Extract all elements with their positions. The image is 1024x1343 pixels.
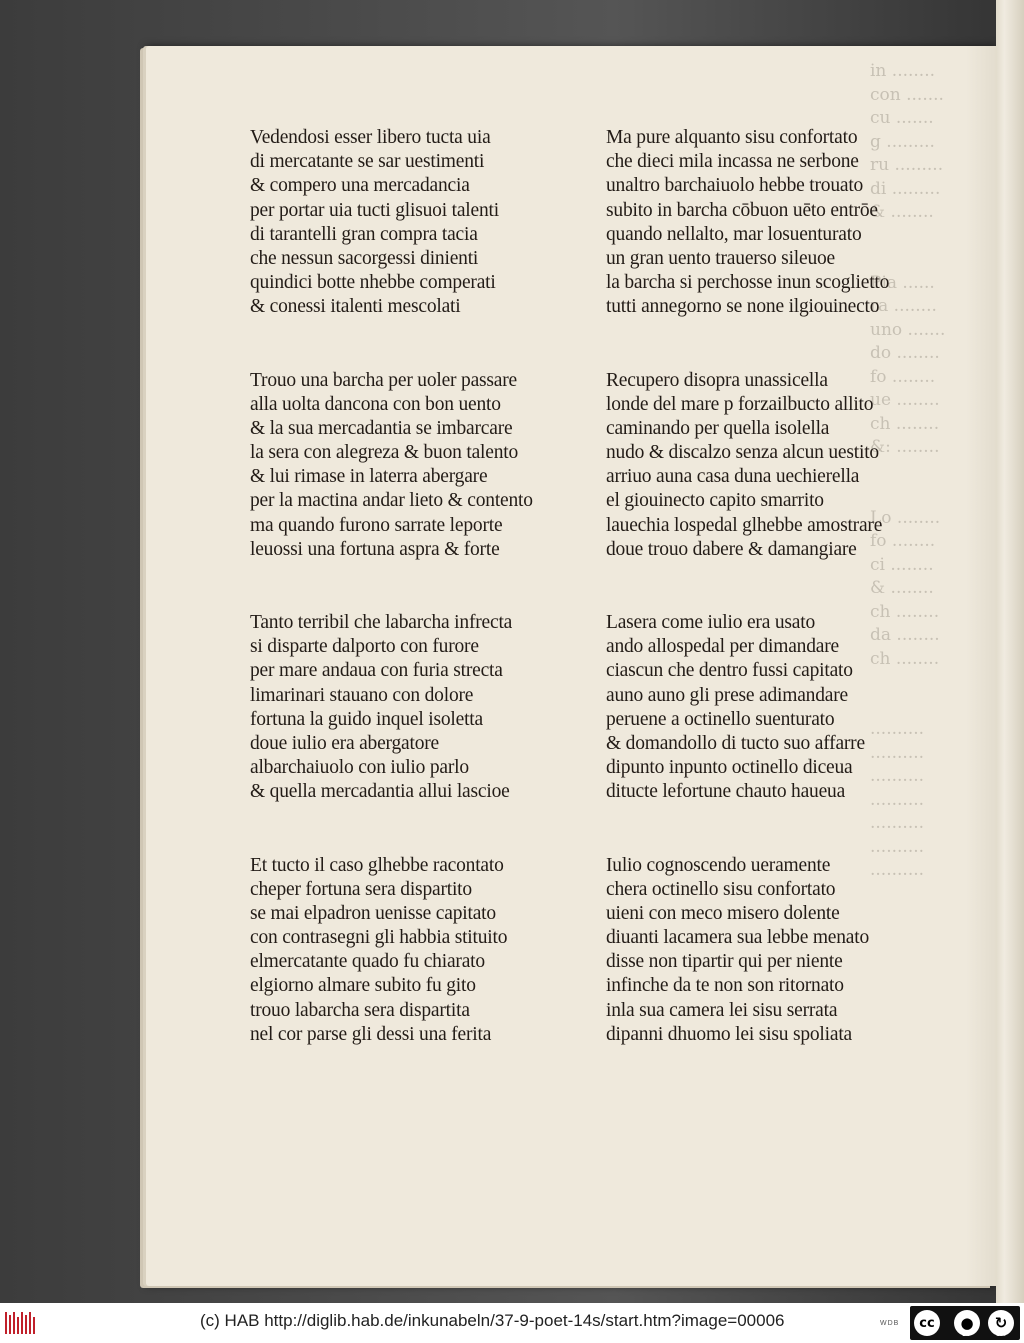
page-gutter [996, 0, 1024, 1303]
verse-line: peruene a octinello suenturato [606, 708, 835, 730]
verse-line: Ma pure alquanto sisu confortato [606, 127, 858, 148]
verse-line: ando allospedal per dimandare [606, 636, 839, 658]
verse-line: Lasera come iulio era usato [606, 612, 816, 633]
stanza [250, 611, 605, 805]
cc-icon: cc [914, 1310, 940, 1336]
verse-line: lauechia lospedal glhebbe amostrare [606, 514, 883, 536]
verse-line: con contrasegni gli habbia stituito [250, 927, 508, 949]
footer-bar [0, 1303, 1024, 1343]
verse-line: si disparte dalporto con furore [250, 636, 479, 658]
verse-line: tutti annegorno se none ilgiouinecto [606, 296, 880, 318]
verse-line: infinche da te non son ritornato [606, 975, 844, 997]
verse-line: uieni con meco misero dolente [606, 902, 840, 924]
verse-line: quindici botte nhebbe comperati [250, 272, 496, 294]
verse-line: limarinari stauano con dolore [250, 684, 474, 706]
verse-line: la sera con alegreza & buon talento [250, 442, 519, 464]
verse-line: la barcha si perchosse inun scoglietto [606, 272, 890, 294]
verse-line: inla sua camera lei sisu serrata [606, 999, 838, 1021]
verse-line: fortuna la guido inquel isoletta [250, 708, 483, 730]
verse-line: elmercatante quado fu chiarato [250, 951, 485, 973]
verse-line: Iulio cognoscendo ueramente [606, 854, 831, 876]
cc-license-badge[interactable] [910, 1306, 1020, 1340]
verse-line: alla uolta dancona con bon uento [250, 393, 501, 415]
hab-logo-icon [4, 1309, 38, 1337]
text-column-left [250, 126, 605, 1096]
verse-line: Et tucto il caso glhebbe racontato [250, 854, 504, 876]
verse-line: per mare andaua con furia strecta [250, 660, 503, 682]
verse-line: leuossi una fortuna aspra & forte [250, 538, 500, 560]
verse-line: londe del mare p forzailbucto allito [606, 393, 874, 415]
stanza [250, 126, 605, 320]
cc-sa-label: SA [996, 1330, 1006, 1338]
verse-line: & conessi italenti mescolati [250, 296, 461, 318]
stanza [606, 369, 966, 563]
verse-line: ciascun che dentro fussi capitato [606, 660, 853, 682]
verse-line: & la sua mercadantia se imbarcare [250, 417, 513, 439]
verse-line: Recupero disopra unassicella [606, 369, 828, 391]
verse-line: chera octinello sisu confortato [606, 878, 836, 900]
verse-line: che nessun sacorgessi dinienti [250, 247, 479, 269]
share-alike-icon: ↻ [988, 1310, 1014, 1336]
verse-line: Tanto terribil che labarcha infrecta [250, 612, 513, 633]
verse-line: nudo & discalzo senza alcun uestito [606, 442, 879, 464]
verse-line: nel cor parse gli dessi una ferita [250, 1023, 492, 1045]
verse-line: & compero una mercadancia [250, 175, 470, 197]
verse-line: & lui rimase in laterra abergare [250, 466, 488, 488]
verse-line: auno auno gli prese adimandare [606, 684, 848, 706]
verse-line: quando nellalto, mar losuenturato [606, 223, 862, 245]
verse-line: se mai elpadron uenisse capitato [250, 902, 496, 924]
verse-line: arriuo auna casa duna uechierella [606, 466, 860, 488]
verse-line: di mercatante se sar uestimenti [250, 151, 485, 173]
verse-line: che dieci mila incassa ne serbone [606, 151, 859, 173]
verse-line: disse non tipartir qui per niente [606, 951, 843, 973]
verse-line: Trouo una barcha per uoler passare [250, 369, 518, 391]
verse-line: & quella mercadantia allui lascioe [250, 781, 510, 803]
verse-line: doue trouo dabere & damangiare [606, 538, 857, 560]
verse-line: un gran uento trauerso sileuoe [606, 247, 836, 269]
cc-by-label: BY [962, 1330, 971, 1338]
verse-line: & domandollo di tucto suo affarre [606, 732, 865, 754]
stanza [250, 854, 605, 1048]
verse-line: ma quando furono sarrate leporte [250, 514, 503, 536]
verse-line: diuanti lacamera sua lebbe menato [606, 927, 870, 949]
verse-line: albarchaiuolo con iulio parlo [250, 757, 469, 779]
text-column-right [606, 126, 966, 1096]
person-icon: ● [954, 1310, 980, 1336]
facing-page-bleed: in ........ con ....... cu ....... g ......... ru ......... di ......... & ........ Pia ...... ra ........ uno ....... do ........ fo ........ ue ........ ch ........ &: ........ Lo ........ fo ........ ci ........ & ........ ch ........ da ........ ch ........ .......... .......... .......... .......... .......... .......... .......... [870, 61, 946, 880]
verse-line: ditucte lefortune chauto haueua [606, 781, 846, 803]
copyright-link[interactable]: (c) HAB http://diglib.hab.de/inkunabeln/37-9-poet-14s/start.htm?image=00006 [200, 1311, 785, 1330]
verse-line: elgiorno almare subito fu gito [250, 975, 476, 997]
verse-line: trouo labarcha sera dispartita [250, 999, 470, 1021]
stanza [606, 854, 966, 1048]
verse-line: el giouinecto capito smarrito [606, 490, 824, 512]
verse-line: dipunto inpunto octinello diceua [606, 757, 853, 779]
verse-line: doue iulio era abergatore [250, 732, 440, 754]
verse-line: Vedendosi esser libero tucta uia [250, 127, 491, 148]
stanza [606, 611, 966, 805]
verse-line: cheper fortuna sera dispartito [250, 878, 472, 900]
verse-line: per la mactina andar lieto & contento [250, 490, 533, 512]
verse-line: per portar uia tucti glisuoi talenti [250, 199, 499, 221]
verse-line: caminando per quella isolella [606, 417, 830, 439]
verse-line: di tarantelli gran compra tacia [250, 223, 478, 245]
verse-line: unaltro barchaiuolo hebbe trouato [606, 175, 864, 197]
wdb-label: WDB [880, 1320, 900, 1327]
stanza [250, 369, 605, 563]
verse-line: dipanni dhuomo lei sisu spoliata [606, 1023, 852, 1045]
stanza [606, 126, 966, 320]
verse-line: subito in barcha cōbuon uēto entrōe [606, 199, 878, 221]
